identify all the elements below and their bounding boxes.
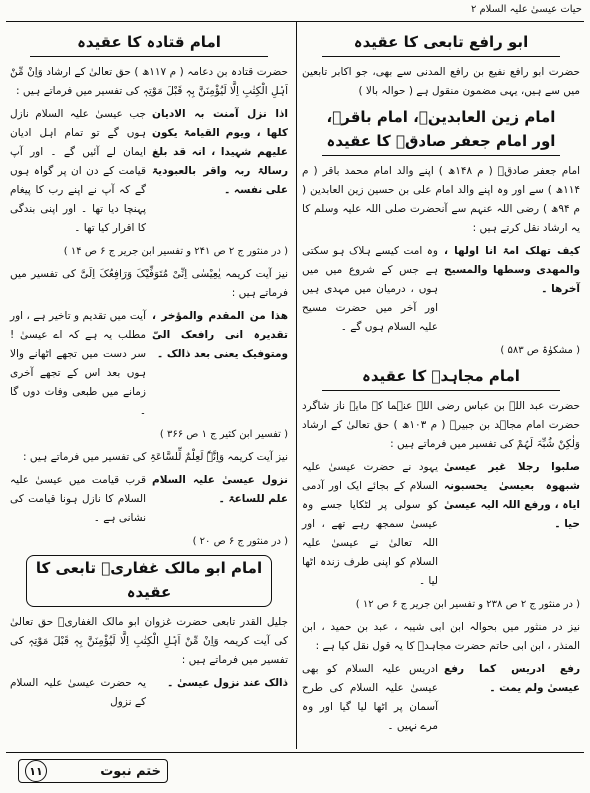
arabic-quote: صلبوا رجلا غیر عیسیٰ شبھوہ بعیسیٰ یحسبونہ ایاہ ، ورفع اللہ الیہ عیسیٰ حیا ۔ <box>444 461 580 530</box>
arabic-quote: ھذا من المقدم والمؤخر ، تقدیرہ انی رافعک الیّ ومتوفیک یعنی بعد ذالک ۔ <box>152 310 288 360</box>
reference: ( در منثور ج ۲ ص ۲۳۸ و تفسیر ابن جریر ج ۶ ص ۱۲ ) <box>355 599 580 610</box>
logo-text: ختم نبوت <box>100 763 161 779</box>
section-title-imams: امام زین العابدینؒ، امام باقرؒ، اور امام جعفر صادقؒ کا عقیدہ <box>322 105 560 156</box>
urdu-translation: وہ امت کیسے ہلاک ہو سکتی ہے جس کے شروع میں میں ہوں ، درمیان میں مہدی ہیں اور آخر میں حضرت مسیح علیہ السلام ہوں گے ۔ <box>302 245 438 333</box>
paragraph: امام جعفر صادقؒ ( م ۱۴۸ھ ) اپنے والد امام محمد باقر ( م ۱۱۴ھ ) سے اور وہ اپنے والد امام علی بن حسین زین العابدین ( م ۹۴ھ ) رضی اللہ عنہم سے آنحضرت صلی اللہ علیہ وسلم کا یہ ارشاد نقل کرتے ہیں : <box>302 165 581 234</box>
page-number: ۱۱ <box>25 760 47 782</box>
quote-row <box>302 242 580 341</box>
left-column <box>10 28 288 716</box>
section-title-abu-malik: امام ابو مالک غفاریؒ تابعی کا عقیدہ <box>26 555 272 607</box>
paragraph: حضرت ابو رافع نفیع بن رافع المدنی سے بھی، جو اکابر تابعین میں سے ہیں، یہی مضمون منقول ہے ( حوالہ بالا ) <box>302 66 580 97</box>
urdu-translation: یہ حضرت عیسیٰ علیہ السلام کے نزول <box>10 677 146 708</box>
reference: ( در منثور ج ۶ ص ۲۰ ) <box>192 536 288 547</box>
reference: ( تفسیر ابن کثیر ج ۱ ص ۳۶۶ ) <box>159 429 288 440</box>
arabic-quote: ذالک عند نزول عیسیٰ ۔ <box>167 677 288 689</box>
urdu-translation: ادریس علیہ السلام کو بھی عیسیٰ علیہ السلام کی طرح آسمان پر اٹھا لیا گیا اور وہ مرے نہیں ۔ <box>302 663 438 732</box>
paragraph: نیز آیت کریمہ یٰعِیْسٰی اِنِّیْ مُتَوَفِّیْکَ وَرَافِعُکَ اِلَیَّ کی تفسیر میں فرماتے ہیں : <box>10 268 288 299</box>
footer-logo <box>18 759 168 783</box>
urdu-translation: آیت میں تقدیم و تاخیر ہے ، اور مطلب یہ ہے کہ اے عیسیٰ ! سر دست میں تجھے اٹھانے والا ہوں بعد اس کے تجھے آخری زمانے میں طبعی وفات دوں گا ۔ <box>10 310 146 417</box>
quote-row <box>10 307 288 425</box>
paragraph: حضرت عبد اللہ بن عباس رضی اللہ عنہما کے مایہ ناز شاگرد حضرت امام مجاہد بن جبیرؒ ( م ۱۰۳ھ ) حق تعالیٰ کے ارشاد وَلٰکِنْ شُبِّہَ لَہُمْ کی تفسیر میں فرماتے ہیں : <box>302 400 580 450</box>
section-title-abu-rafi: ابو رافع تابعی کا عقیدہ <box>322 30 560 57</box>
running-header: حیات عیسیٰ علیہ السلام ۲ <box>470 4 582 15</box>
quote-row <box>10 105 288 242</box>
section-title-qatadah: امام قتادہ کا عقیدہ <box>30 30 268 57</box>
arabic-quote: رفع ادریس کما رفع عیسیٰ ولم یمت ۔ <box>444 663 580 694</box>
paragraph: جلیل القدر تابعی حضرت غزوان ابو مالک الغفاریؒ حق تعالیٰ کی آیت کریمہ وَاِنْ مِّنْ اَہْلِ الْکِتٰبِ اِلَّا لَیُؤْمِنَنَّ بِہٖ قَبْلَ مَوْتِہٖ کی تفسیر میں فرماتے ہیں : <box>10 616 288 666</box>
quote-row <box>10 471 288 532</box>
urdu-translation: جب عیسیٰ علیہ السلام نازل ہوں گے تو تمام اہل ادیان ایمان لے آئیں گے ۔ اور آپ قیامت کے دن ان پر گواہ ہوں گے کہ آپ نے اپنے رب کا پیغام پہنچا دیا تھا ۔ اور اپنی بندگی کا اقرار کیا تھا ۔ <box>10 108 146 234</box>
urdu-translation: قرب قیامت میں عیسیٰ علیہ السلام کا نازل ہونا قیامت کی نشانی ہے ۔ <box>10 474 146 524</box>
arabic-quote: کیف تھلک امۃ انا اولھا ، والمھدی وسطھا والمسیح آخرھا ۔ <box>444 245 580 295</box>
paragraph: نیز در منثور میں بحوالہ ابن ابی شیبہ ، عبد بن حمید ، ابن المنذر ، ابن ابی حاتم حضرت مجاہدؒ کا یہ قول نقل کیا ہے : <box>302 621 580 652</box>
quote-row <box>302 660 580 740</box>
quote-row <box>10 674 288 716</box>
quote-row <box>302 458 580 595</box>
arabic-quote: اذا نزل آمنت بہ الادیان کلھا ، ویوم القیامۃ یکون علیھم شہیدا ، انہ قد بلغ رسالۃ ربہ واقر بالعبودیۃ علی نفسہ ۔ <box>152 108 288 196</box>
arabic-quote: نزول عیسیٰ علیہ السلام علم للساعۃ ۔ <box>152 474 288 505</box>
reference: ( مشکوٰۃ ص ۵۸۳ ) <box>500 345 580 356</box>
urdu-translation: یہود نے حضرت عیسیٰ علیہ السلام کے بجائے ایک اور آدمی کو سولی پر لٹکایا جسے وہ عیسیٰ سمجھ رہے تھے ، اور اللہ تعالیٰ نے عیسیٰ علیہ السلام کو اپنی طرف زندہ اٹھا لیا ۔ <box>302 461 438 587</box>
section-title-mujahid: امام مجاہدؒ کا عقیدہ <box>322 364 560 391</box>
paragraph: نیز آیت کریمہ وَاِنَّہٗ لَعِلْمٌ لِّلسَّاعَۃِ کی تفسیر میں فرماتے ہیں : <box>23 451 288 463</box>
column-divider <box>296 22 297 749</box>
reference: ( در منثور ج ۲ ص ۲۴۱ و تفسیر ابن جریر ج ۶ ص ۱۴ ) <box>63 246 288 257</box>
right-column <box>302 28 580 740</box>
paragraph: حضرت قتادہ بن دعامہ ( م ۱۱۷ھ ) حق تعالیٰ کے ارشاد وَاِنْ مِّنْ اَہْلِ الْکِتٰبِ اِلَّا لَیُؤْمِنَنَّ بِہٖ قَبْلَ مَوْتِہٖ کی تفسیر میں فرماتے ہیں : <box>10 66 288 97</box>
top-rule <box>6 21 584 22</box>
